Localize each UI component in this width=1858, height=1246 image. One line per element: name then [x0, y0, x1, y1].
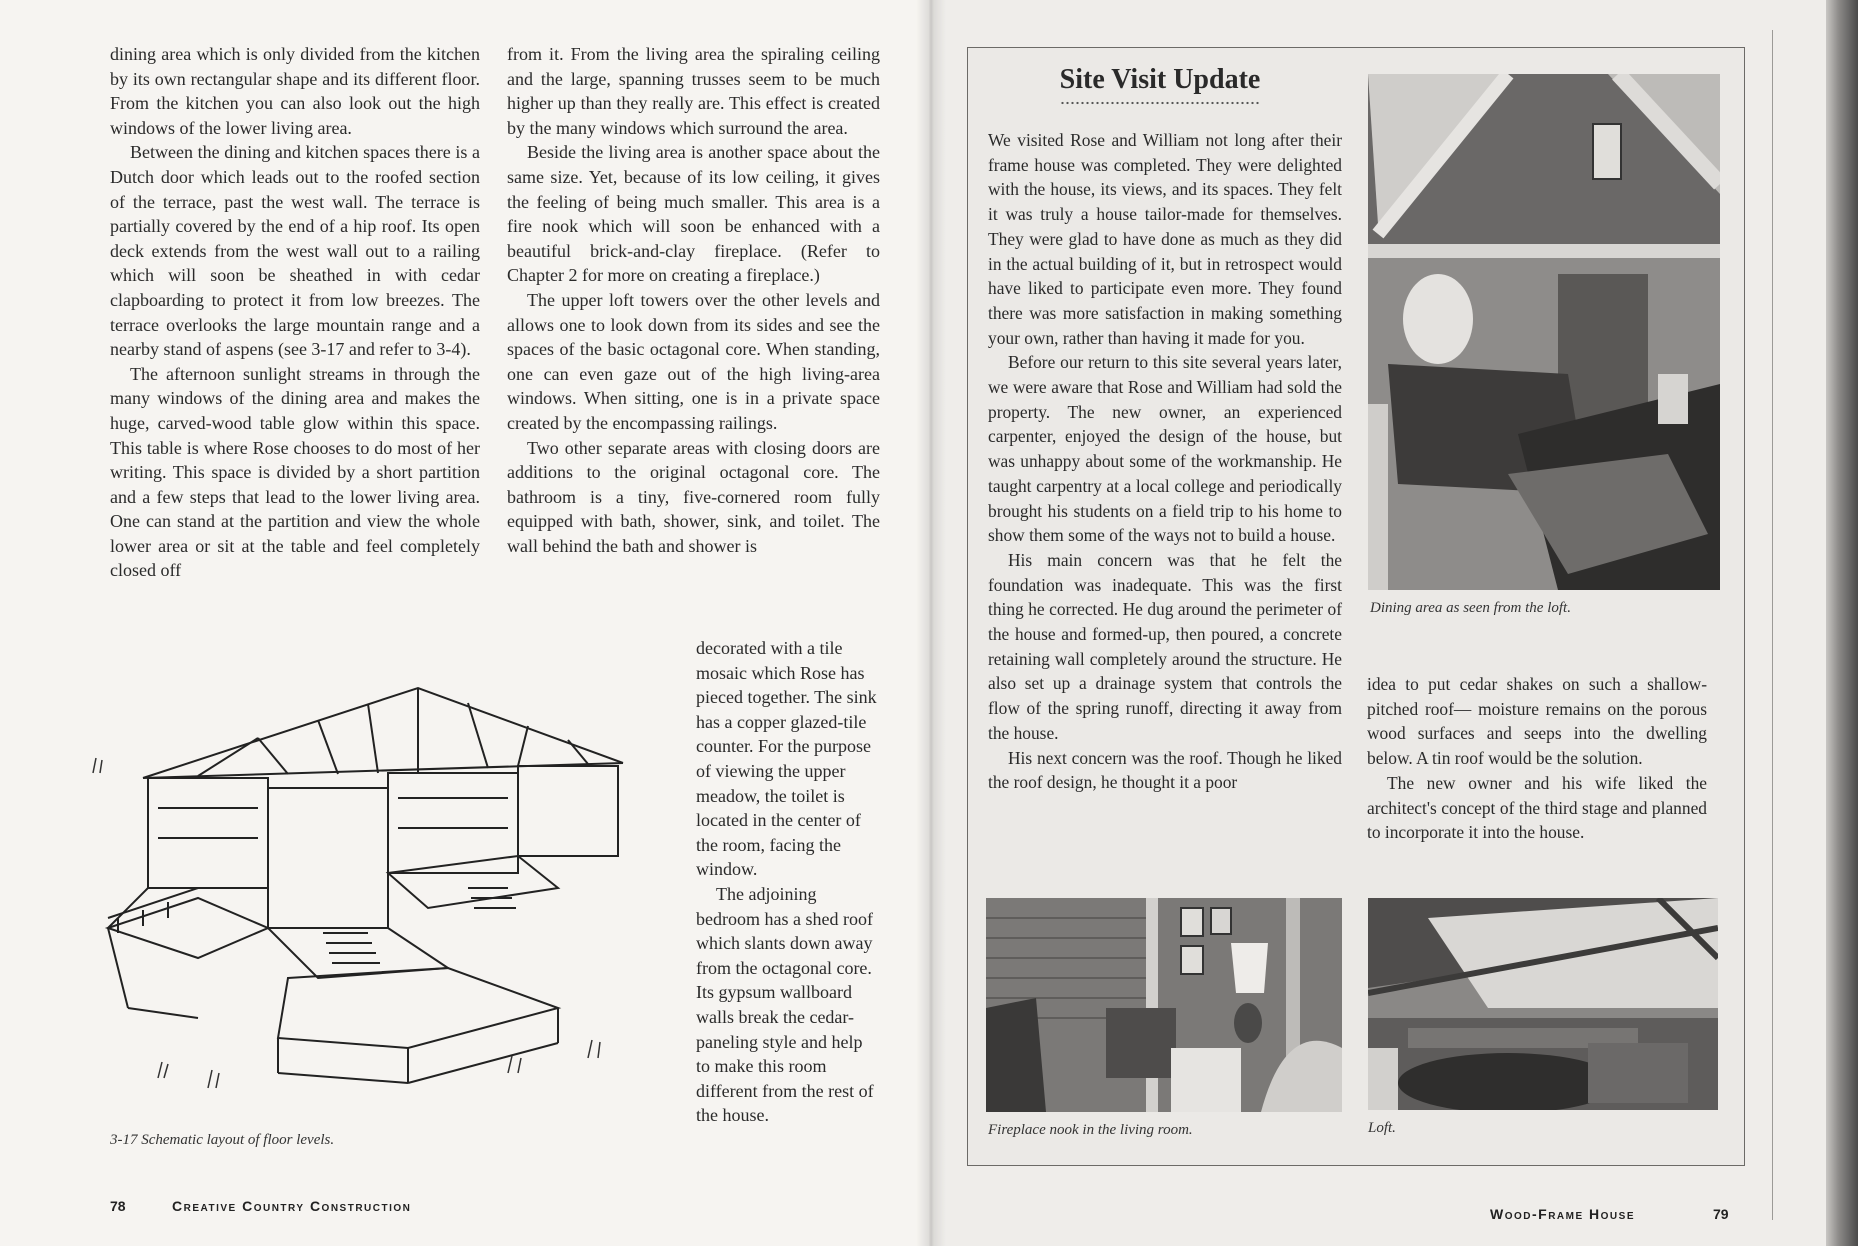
page-edge-rule — [1772, 30, 1773, 1220]
paragraph: decorated with a tile mosaic which Rose has pieced together. The sink has a copper glazed-tile counter. For the purpose of viewing the upper meadow, the toilet is located in the center of the room, facing the window. — [696, 638, 877, 880]
page-edge — [1826, 0, 1858, 1246]
figure-caption: 3-17 Schematic layout of floor levels. — [110, 1132, 335, 1148]
paragraph: Beside the living area is another space about the same size. Yet, because of its low ceiling, it gives the feeling of being much smaller. This area is a fire nook which will soon be enhanced with a beautiful brick-and-clay fireplace. (Refer to Chapter 2 for more on creating a fireplace.) — [507, 142, 880, 286]
page-number-right: 79 — [1713, 1206, 1729, 1222]
paragraph: The afternoon sunlight streams in through the many windows of the dining area and makes the huge, carved-wood table glow within this space. This table is where Rose chooses to do most of her writing. This space is divided by a short partition and a few steps that lead to the lower living area. One can stand at the partition and view the whole lower area or sit at the table and feel completely closed off — [110, 363, 480, 581]
fireplace-nook-photo — [986, 898, 1342, 1112]
paragraph: The adjoining bedroom has a shed roof which slants down away from the octagonal core. Its gypsum wallboard walls break the cedar-paneling style and help to make this room different from the rest of the house. — [696, 883, 874, 1126]
box-column-2 — [1367, 672, 1707, 845]
paragraph: His next concern was the roof. Though he liked the roof design, he thought it a poor — [988, 747, 1342, 793]
loft-photo-caption: Loft. — [1368, 1120, 1396, 1136]
loft-photo — [1368, 898, 1718, 1110]
paragraph: We visited Rose and William not long after their frame house was completed. They were delighted with the house, its views, and its spaces. They felt it was truly a house tailor-made for themselves. They were glad to have done as much as they did in the actual building of it, but in retrospect would have liked to participate even more. They found there was more satisfaction in making something your own, rather than having it made for you. — [988, 130, 1342, 348]
running-head-left: Creative Country Construction — [172, 1198, 412, 1214]
floor-levels-drawing — [88, 678, 673, 1118]
paragraph: His main concern was that he felt the foundation was inadequate. This was the first thing he corrected. He dug around the perimeter of the house and formed-up, then poured, a concrete retaining wall completely around the structure. He also set up a drainage system that controls the flow of the spring runoff, directing it away from the house. — [988, 549, 1342, 743]
box-title: Site Visit Update — [1059, 64, 1261, 95]
running-head-right: Wood-Frame House — [1490, 1206, 1635, 1222]
box-column-1 — [988, 128, 1342, 795]
fireplace-photo-caption: Fireplace nook in the living room. — [988, 1122, 1193, 1138]
paragraph: dining area which is only divided from the kitchen by its own rectangular shape and its different floor. From the kitchen you can also look out the high windows of the lower living area. — [110, 44, 480, 138]
paragraph: The upper loft towers over the other levels and allows one to look down from its sides and see the spaces of the basic octagonal core. When standing, one can even gaze out of the high living-area windows. When sitting, one is in a private space created by the encompassing railings. — [507, 289, 880, 433]
left-column-1 — [110, 42, 480, 583]
title-dotted-rule — [1060, 101, 1260, 105]
paragraph: Before our return to this site several years later, we were aware that Rose and William had sold the property. The new owner, an experienced carpenter, enjoyed the design of the house, but was unhappy about some of the workmanship. He taught carpentry at a local college and periodically brought his students on a field trip to his home to show them some of the ways not to build a house. — [988, 352, 1342, 546]
dining-area-photo — [1368, 74, 1720, 590]
paragraph: The new owner and his wife liked the architect's concept of the third stage and planned to incorporate it into the house. — [1367, 772, 1707, 843]
left-column-2 — [507, 42, 880, 558]
paragraph: Between the dining and kitchen spaces there is a Dutch door which leads out to the roofed section of the terrace, past the west wall. The terrace is partially covered by the end of a hip roof. Its open deck extends from the west wall out to a railing which will soon be sheathed in with cedar clapboarding to protect it from low breezes. The terrace overlooks the large mountain range and a nearby stand of aspens (see 3-17 and refer to 3-4). — [110, 142, 480, 360]
book-gutter — [916, 0, 946, 1246]
paragraph: Two other separate areas with closing doors are additions to the original octagonal core. The bathroom is a tiny, five-cornered room fully equipped with bath, shower, sink, and toilet. The wall behind the bath and shower is — [507, 437, 880, 556]
dining-photo-caption: Dining area as seen from the loft. — [1370, 600, 1571, 616]
paragraph: from it. From the living area the spiraling ceiling and the large, spanning trusses seem to be much higher up than they really are. This effect is created by the many windows which surround the area. — [507, 44, 880, 138]
left-column-2-narrow — [696, 636, 880, 1128]
page-number-left: 78 — [110, 1198, 126, 1214]
paragraph: idea to put cedar shakes on such a shallow-pitched roof— moisture remains on the porous wood surfaces and seeps into the dwelling below. A tin roof would be the solution. — [1367, 674, 1707, 769]
